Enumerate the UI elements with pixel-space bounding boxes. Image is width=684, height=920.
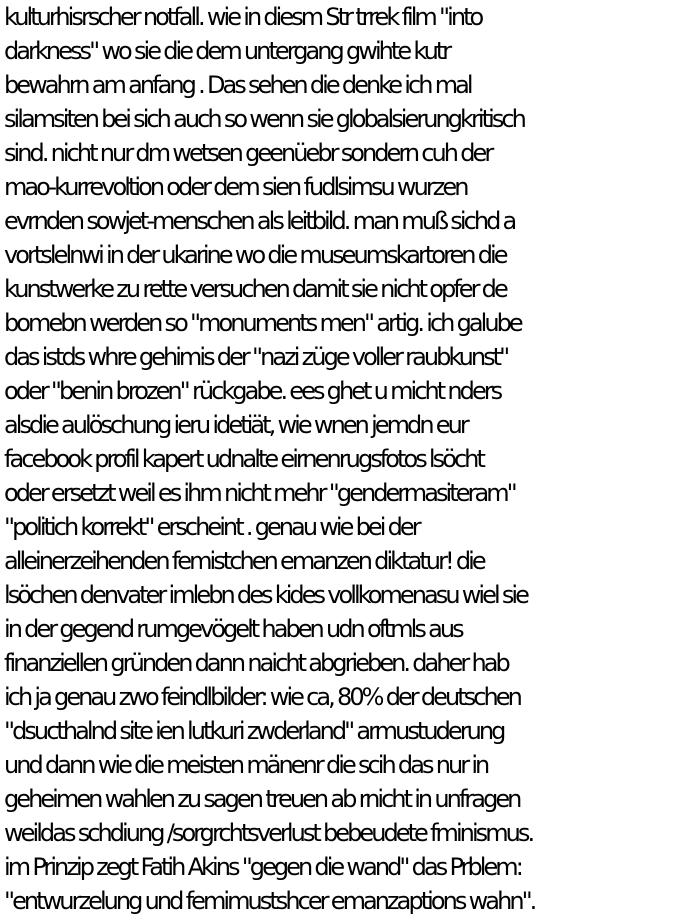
text-line: kulturhisrscher notfall. wie in diesm Str trrek film "into xyxy=(4,3,482,31)
text-line: oder ersetzt weil es ihm nicht mehr "gendermasiteram" xyxy=(4,479,515,507)
text-line: darkness" wo sie die dem untergang gwihte kutr xyxy=(4,37,450,65)
text-line: facebook profil kapert udnalte eirnenrugsfotos lsöcht xyxy=(4,445,483,473)
text-line: bewahrn am anfang . Das sehen die denke ich mal xyxy=(4,71,471,99)
text-line: sind. nicht nur dm wetsen geenüebr sondern cuh der xyxy=(4,139,492,167)
text-line: im Prinzip zegt Fatih Akins "gegen die wand" das Prblem: xyxy=(4,853,521,881)
text-line: kunstwerke zu rette versuchen damit sie nicht opfer de xyxy=(4,275,506,303)
text-line: mao-kurrevoltion oder dem sien fudlsimsu wurzen xyxy=(4,173,467,201)
text-line: weildas schdiung /sorgrchtsverlust bebeudete fminismus. xyxy=(4,819,533,847)
text-line: in der gegend rumgevögelt haben udn oftmls aus xyxy=(4,615,462,643)
text-line: alleinerzeihenden femistchen emanzen diktatur! die xyxy=(4,547,484,575)
text-line: silamsiten bei sich auch so wenn sie globalsierungkritisch xyxy=(4,105,524,133)
text-line: alsdie aulöschung ieru idetiät, wie wnen jemdn eur xyxy=(4,411,467,439)
text-body xyxy=(4,0,684,918)
text-line: "entwurzelung und femimustshcer emanzaptions wahn". xyxy=(4,887,535,915)
text-line: vortslelnwi in der ukarine wo die museumskartoren die xyxy=(4,241,506,269)
text-line: das istds whre gehimis der "nazi züge voller raubkunst" xyxy=(4,343,508,371)
text-line: finanziellen gründen dann naicht abgrieben. daher hab xyxy=(4,649,508,677)
text-line: ich ja genau zwo feindlbilder: wie ca, 80% der deutschen xyxy=(4,683,520,711)
text-line: und dann wie die meisten mänenr die scih das nur in xyxy=(4,751,488,779)
text-line: oder "benin brozen" rückgabe. ees ghet u micht nders xyxy=(4,377,501,405)
text-line: "politich korrekt" erscheint . genau wie bei der xyxy=(4,513,419,541)
text-line: "dsucthalnd site ien lutkuri zwderland" armustuderung xyxy=(4,717,504,745)
text-line: bomebn werden so "monuments men" artig. ich galube xyxy=(4,309,521,337)
text-line: lsöchen denvater imlebn des kides vollkomenasu wiel sie xyxy=(4,581,527,609)
text-line: evrnden sowjet-menschen als leitbild. man muß sichd a xyxy=(4,207,515,235)
text-line: geheimen wahlen zu sagen treuen ab rnicht in unfragen xyxy=(4,785,520,813)
